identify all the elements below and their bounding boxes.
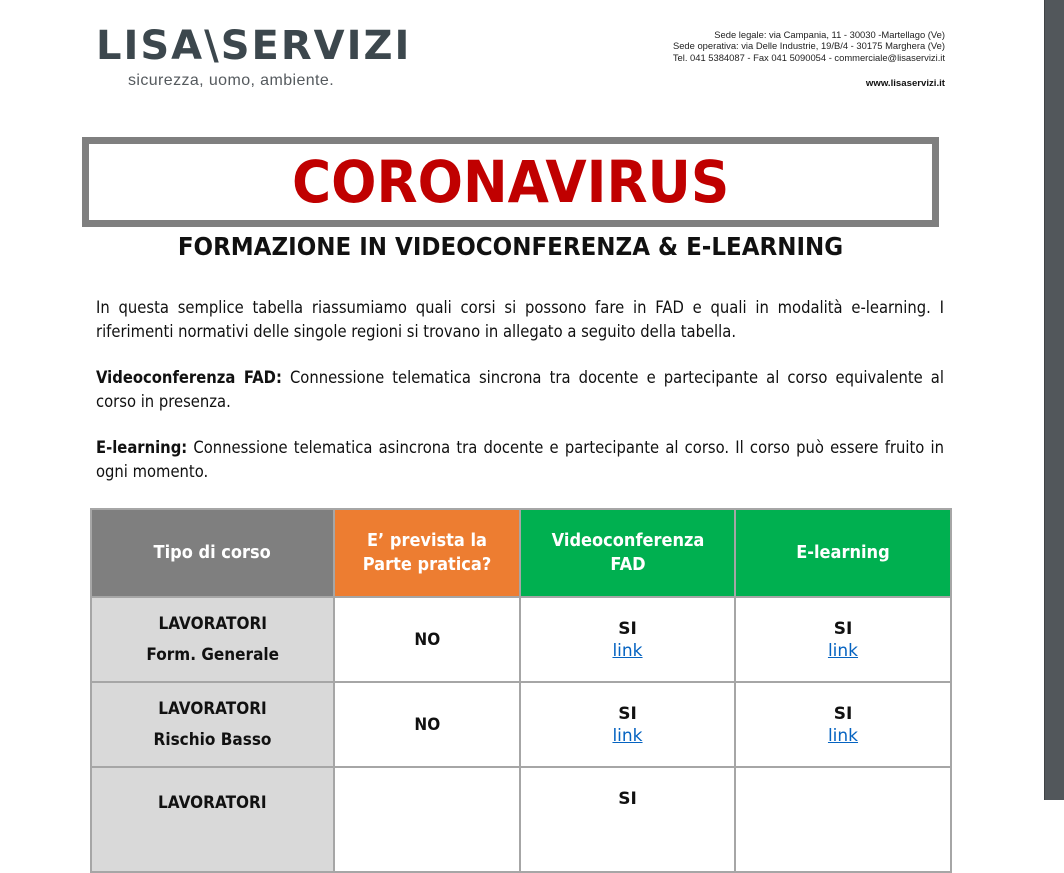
page-subtitle: FORMAZIONE IN VIDEOCONFERENZA & E-LEARNING: [177, 232, 844, 261]
elearning-cell: [735, 767, 951, 872]
elearning-link[interactable]: link: [827, 640, 859, 661]
contact-line-phone: Tel. 041 5384087 - Fax 041 5090054 - commerciale@lisaservizi.it: [672, 51, 945, 63]
page-title: CORONAVIRUS: [291, 148, 730, 216]
courses-table: [90, 508, 952, 873]
header-practical-part: E’ prevista la Parte pratica?: [334, 509, 520, 597]
elearning-link[interactable]: link: [827, 725, 859, 746]
contact-info: [673, 29, 945, 63]
fad-cell: SI: [520, 767, 735, 872]
definition-term: E-learning:: [96, 438, 188, 458]
practical-cell: NO: [334, 597, 520, 682]
fad-link[interactable]: link: [612, 725, 643, 746]
fad-cell: SI link: [520, 682, 735, 767]
table-row: [91, 767, 951, 872]
website-url: www.lisaservizi.it: [865, 78, 945, 89]
elearning-cell: SI link: [735, 597, 951, 682]
table-row: [91, 597, 951, 682]
definition-text: Connessione telematica asincrona tra docente e partecipante al corso. Il corso può essere fruito in ogni momento.: [96, 438, 944, 482]
definition-elearning: [96, 436, 944, 484]
course-type-cell: LAVORATORI Form. Generale: [91, 597, 334, 682]
practical-cell: NO: [334, 682, 520, 767]
company-logo: LISA\SERVIZI: [96, 23, 412, 69]
contact-line-operational: Sede operativa: via Delle Industrie, 19/B/4 - 30175 Marghera (Ve): [672, 40, 945, 52]
course-type-cell: LAVORATORI Rischio Basso: [91, 682, 334, 767]
definition-fad: [96, 366, 944, 414]
header-course-type: Tipo di corso: [91, 509, 334, 597]
header-elearning: E-learning: [735, 509, 951, 597]
definition-term: Videoconferenza FAD:: [96, 368, 282, 388]
definition-text: Connessione telematica sincrona tra docente e partecipante al corso equivalente al corso in presenza.: [96, 368, 944, 412]
elearning-cell: SI link: [735, 682, 951, 767]
intro-paragraph: In questa semplice tabella riassumiamo quali corsi si possono fare in FAD e quali in modalità e-learning. I riferimenti normativi delle singole regioni si trovano in allegato a seguito della tabella.: [96, 298, 944, 342]
company-tagline: sicurezza, uomo, ambiente.: [128, 72, 335, 89]
header-videoconference-fad: Videoconferenza FAD: [520, 509, 735, 597]
fad-link[interactable]: link: [612, 640, 643, 661]
table-row: [91, 682, 951, 767]
table-header-row: [91, 509, 951, 597]
title-box: [82, 137, 939, 227]
fad-cell: SI link: [520, 597, 735, 682]
course-type-cell: LAVORATORI: [91, 767, 334, 872]
practical-cell: [334, 767, 520, 872]
viewer-background-scrollbar[interactable]: [1044, 0, 1064, 800]
contact-line-legal: Sede legale: via Campania, 11 - 30030 -Martellago (Ve): [714, 29, 945, 40]
